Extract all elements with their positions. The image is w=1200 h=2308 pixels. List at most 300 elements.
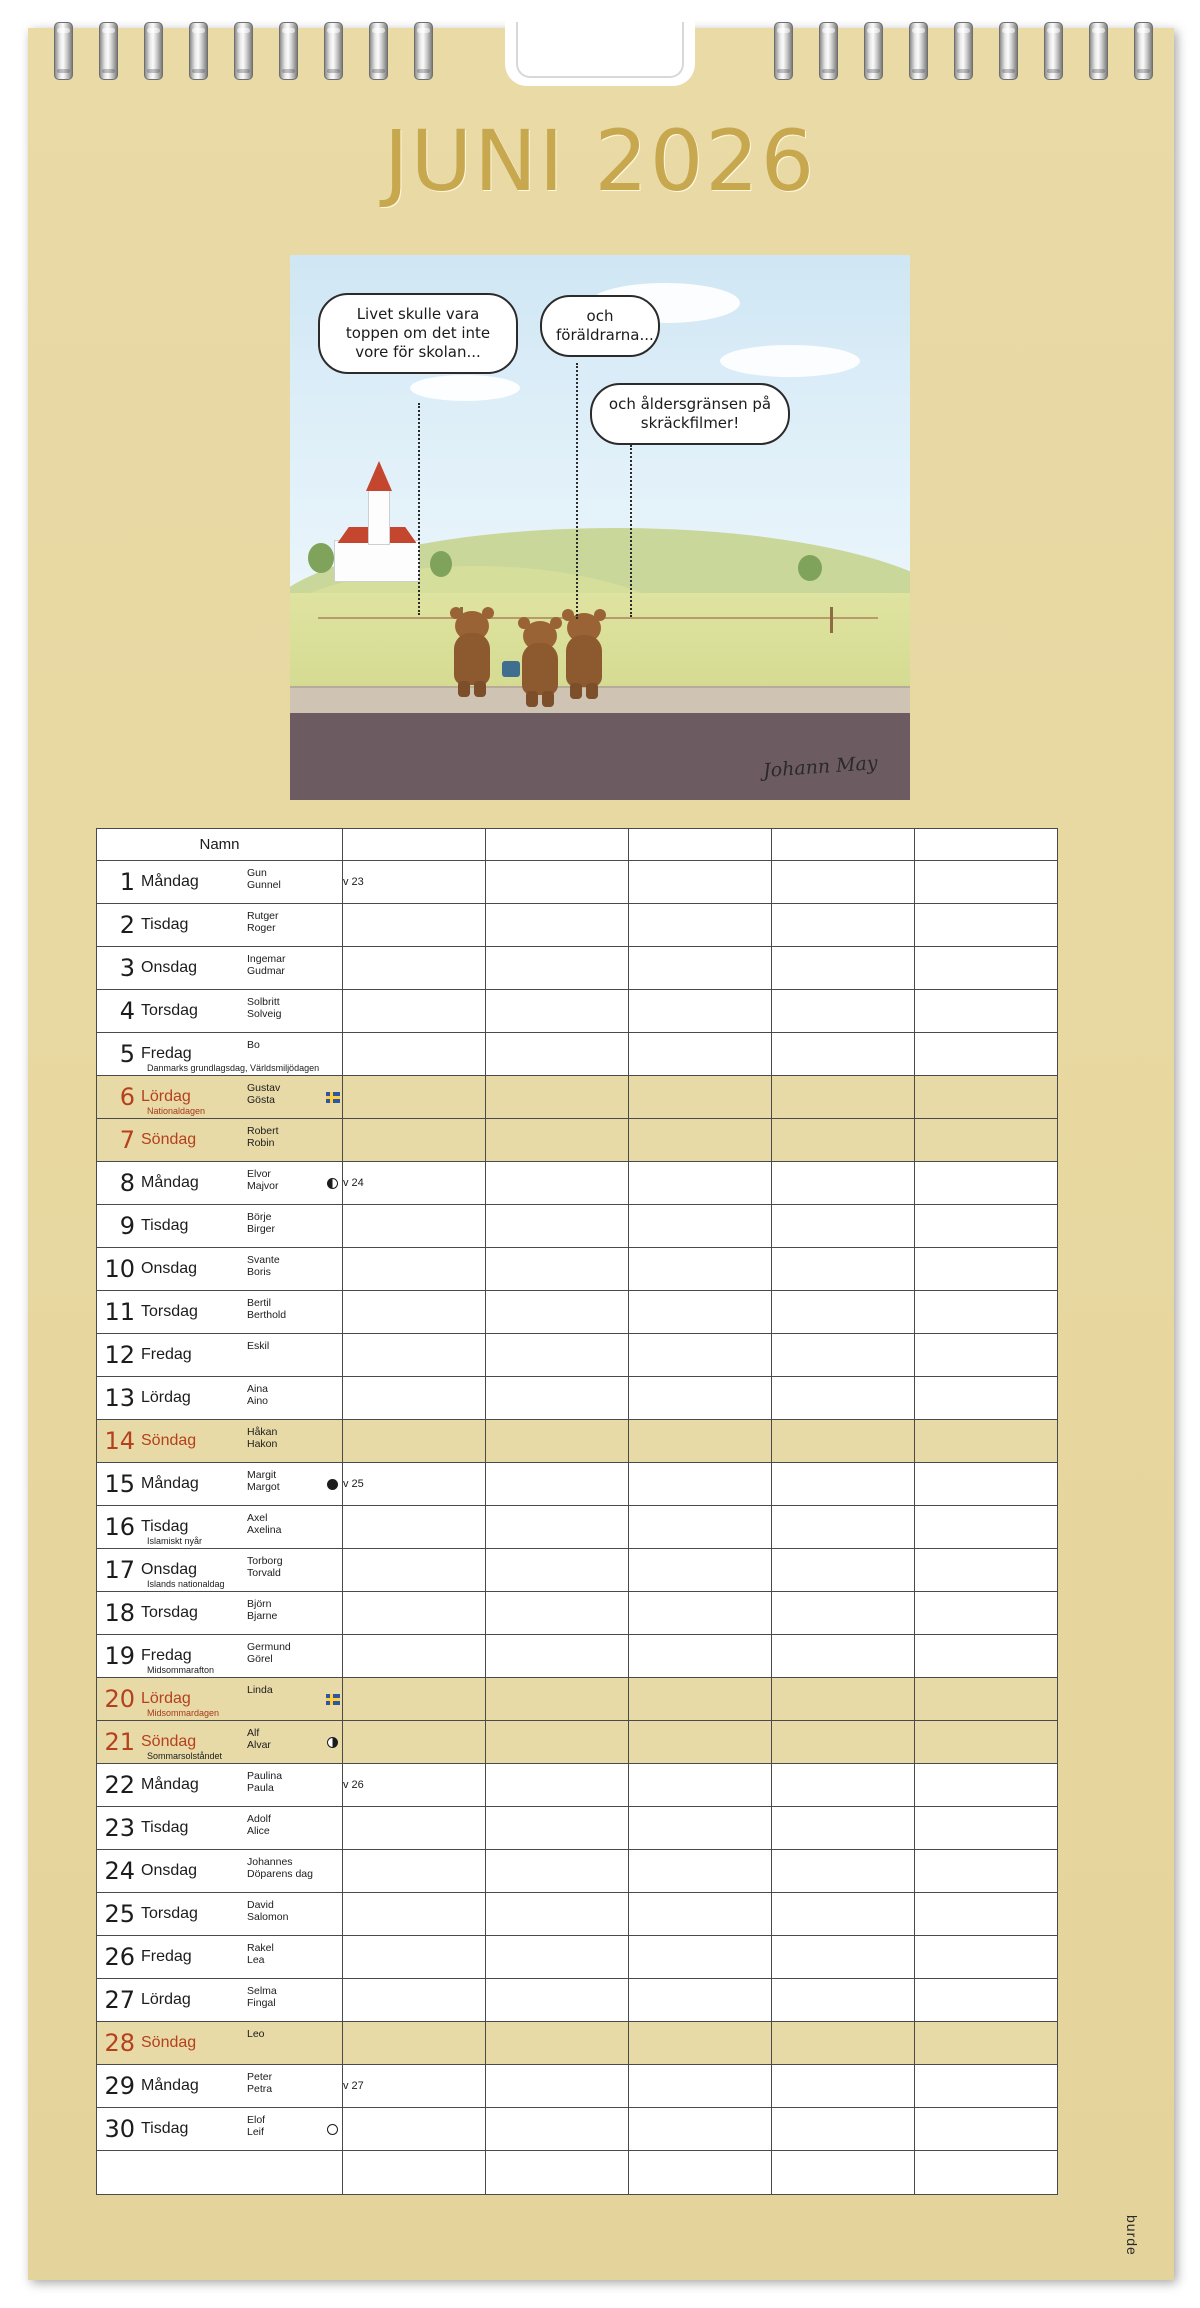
weekday-label: Torsdag [141,1905,198,1922]
name-day-names: Linda [247,1684,273,1696]
name-day-names: Rakel Lea [247,1942,274,1966]
day-cell [97,1850,343,1893]
weekday-label: Söndag [141,1733,197,1750]
note-cell[interactable] [915,1119,1058,1162]
week-number-cell[interactable] [343,1506,486,1549]
week-number-cell[interactable] [343,1119,486,1162]
day-number: 6 [119,1083,135,1111]
note-cell[interactable] [486,1076,629,1119]
note-cell[interactable] [629,1850,772,1893]
day-number: 27 [104,1986,135,2014]
header-note-column[interactable] [772,829,915,861]
note-cell[interactable] [486,904,629,947]
header-note-column[interactable] [915,829,1058,861]
moon-phase-icon [327,1479,338,1490]
note-cell[interactable] [915,1334,1058,1377]
note-cell[interactable] [915,947,1058,990]
note-cell[interactable] [915,1592,1058,1635]
note-cell[interactable] [915,1463,1058,1506]
day-number: 30 [104,2115,135,2143]
week-number-cell[interactable] [343,1248,486,1291]
spiral-coil [234,22,253,80]
table-row [97,990,1058,1033]
note-cell[interactable] [486,2065,629,2108]
day-cell [97,1334,343,1377]
table-row [97,1463,1058,1506]
name-day-names: Margit Margot [247,1469,280,1493]
moon-phase-icon [327,2124,338,2135]
note-cell[interactable] [915,1205,1058,1248]
week-number: v 24 [343,1177,364,1189]
week-number-cell[interactable] [343,1377,486,1420]
tree-icon [798,555,822,581]
note-cell[interactable] [629,1592,772,1635]
note-cell[interactable] [772,1463,915,1506]
name-day-names: Elof Leif [247,2114,266,2138]
note-cell[interactable] [772,1291,915,1334]
note-cell[interactable] [629,1291,772,1334]
moon-phase-icon [327,1178,338,1189]
week-number-cell[interactable] [343,990,486,1033]
holiday-label: Islamiskt nyår [147,1536,203,1546]
note-cell[interactable] [486,2108,629,2151]
week-number-cell[interactable] [343,2108,486,2151]
week-number-cell[interactable] [343,1592,486,1635]
weekday-label: Lördag [141,1991,191,2008]
note-cell[interactable] [772,1979,915,2022]
note-cell[interactable] [486,1678,629,1721]
week-number: v 27 [343,2080,364,2092]
bubble-tail [418,403,420,615]
page-title: JUNI 2026 [383,112,817,210]
speech-bubble-2: och föräldrarna... [540,295,660,357]
note-cell[interactable] [772,1850,915,1893]
holiday-label: Midsommarafton [147,1665,215,1675]
note-cell[interactable] [629,1678,772,1721]
day-cell [97,1807,343,1850]
day-number: 14 [104,1427,135,1455]
week-number-cell[interactable] [343,1764,486,1807]
note-cell[interactable] [629,1764,772,1807]
note-cell[interactable] [486,1549,629,1592]
note-cell[interactable] [915,1893,1058,1936]
day-number: 11 [104,1298,135,1326]
name-day-names: Peter Petra [247,2071,273,2095]
note-cell[interactable] [486,1033,629,1076]
name-day-names: Johannes Döparens dag [247,1856,313,1880]
name-day-names: Bo [247,1039,260,1051]
day-number: 20 [104,1685,135,1713]
header-namn: Namn [97,829,343,861]
note-cell[interactable] [915,861,1058,904]
header-note-column[interactable] [486,829,629,861]
footer-cell[interactable] [343,2151,486,2195]
note-cell[interactable] [486,1721,629,1764]
note-cell[interactable] [915,1979,1058,2022]
note-cell[interactable] [915,1291,1058,1334]
note-cell[interactable] [629,1979,772,2022]
weekday-label: Fredag [141,1045,192,1062]
table-row [97,1936,1058,1979]
week-number-cell[interactable] [343,1807,486,1850]
table-row [97,1850,1058,1893]
note-cell[interactable] [486,1162,629,1205]
note-cell[interactable] [629,1807,772,1850]
note-cell[interactable] [629,1334,772,1377]
note-cell[interactable] [629,1893,772,1936]
week-number-cell[interactable] [343,1635,486,1678]
week-number-cell[interactable] [343,861,486,904]
week-number-cell[interactable] [343,1033,486,1076]
bear-character [446,611,498,697]
weekday-label: Lördag [141,1389,191,1406]
note-cell[interactable] [486,947,629,990]
holiday-label: Sommarsolståndet [147,1751,223,1761]
note-cell[interactable] [772,1678,915,1721]
day-cell [97,904,343,947]
table-row [97,1205,1058,1248]
week-number-cell[interactable] [343,1291,486,1334]
note-cell[interactable] [629,2065,772,2108]
table-row [97,2022,1058,2065]
note-cell[interactable] [772,990,915,1033]
week-number-cell[interactable] [343,1979,486,2022]
note-cell[interactable] [486,861,629,904]
note-cell[interactable] [486,990,629,1033]
week-number-cell[interactable] [343,1893,486,1936]
note-cell[interactable] [772,1162,915,1205]
week-number-cell[interactable] [343,1678,486,1721]
week-number-cell[interactable] [343,2065,486,2108]
day-cell [97,1291,343,1334]
weekday-label: Lördag [141,1690,191,1707]
note-cell[interactable] [772,1635,915,1678]
week-number-cell[interactable] [343,1936,486,1979]
day-number: 12 [104,1341,135,1369]
note-cell[interactable] [486,1592,629,1635]
note-cell[interactable] [772,1592,915,1635]
day-cell [97,1119,343,1162]
note-cell[interactable] [629,861,772,904]
week-number-cell[interactable] [343,1334,486,1377]
day-number: 24 [104,1857,135,1885]
day-cell [97,1463,343,1506]
flag-day-icon [326,1694,340,1705]
weekday-label: Onsdag [141,1260,198,1277]
note-cell[interactable] [486,1764,629,1807]
note-cell[interactable] [772,1807,915,1850]
note-cell[interactable] [486,1807,629,1850]
spiral-coil [279,22,298,80]
note-cell[interactable] [486,1635,629,1678]
note-cell[interactable] [629,1721,772,1764]
table-row [97,1979,1058,2022]
note-cell[interactable] [486,1248,629,1291]
weekday-label: Torsdag [141,1303,198,1320]
spiral-coil [864,22,883,80]
note-cell[interactable] [915,904,1058,947]
note-cell[interactable] [629,1635,772,1678]
note-cell[interactable] [629,1119,772,1162]
note-cell[interactable] [629,1420,772,1463]
day-cell [97,2065,343,2108]
note-cell[interactable] [772,1764,915,1807]
name-day-names: Håkan Hakon [247,1426,278,1450]
weekday-label: Måndag [141,1475,199,1492]
name-day-names: Torborg Torvald [247,1555,283,1579]
note-cell[interactable] [486,1205,629,1248]
note-cell[interactable] [915,1721,1058,1764]
footer-cell[interactable] [486,2151,629,2195]
note-cell[interactable] [629,2108,772,2151]
day-number: 28 [104,2029,135,2057]
note-cell[interactable] [772,2022,915,2065]
weekday-label: Söndag [141,1432,197,1449]
name-day-names: Rutger Roger [247,910,279,934]
day-cell [97,861,343,904]
note-cell[interactable] [486,1119,629,1162]
day-cell [97,1162,343,1205]
name-day-names: Björn Bjarne [247,1598,278,1622]
spiral-coil [414,22,433,80]
name-day-names: Adolf Alice [247,1813,271,1837]
note-cell[interactable] [629,2022,772,2065]
day-cell [97,1764,343,1807]
day-cell [97,1893,343,1936]
week-number: v 23 [343,876,364,888]
name-day-names: Germund Görel [247,1641,291,1665]
note-cell[interactable] [629,1549,772,1592]
note-cell[interactable] [486,2022,629,2065]
note-cell[interactable] [915,1678,1058,1721]
day-number: 9 [119,1212,135,1240]
note-cell[interactable] [629,1506,772,1549]
table-row [97,1506,1058,1549]
note-cell[interactable] [629,990,772,1033]
spiral-coil [1134,22,1153,80]
note-cell[interactable] [772,1377,915,1420]
note-cell[interactable] [772,904,915,947]
header-note-column[interactable] [343,829,486,861]
day-number: 15 [104,1470,135,1498]
day-cell [97,1506,343,1549]
table-row [97,2065,1058,2108]
holiday-label: Islands nationaldag [147,1579,225,1589]
weekday-label: Lördag [141,1088,191,1105]
note-cell[interactable] [486,1506,629,1549]
day-cell [97,2022,343,2065]
day-cell [97,1979,343,2022]
note-cell[interactable] [629,1205,772,1248]
note-cell[interactable] [772,2108,915,2151]
note-cell[interactable] [915,1850,1058,1893]
note-cell[interactable] [772,1119,915,1162]
holiday-label: Midsommardagen [147,1708,220,1718]
name-day-names: Leo [247,2028,265,2040]
header-note-column[interactable] [629,829,772,861]
note-cell[interactable] [486,1291,629,1334]
note-cell[interactable] [772,1033,915,1076]
name-day-names: Axel Axelina [247,1512,282,1536]
table-row [97,947,1058,990]
note-cell[interactable] [629,1162,772,1205]
day-cell [97,1549,343,1592]
weekday-label: Söndag [141,2034,197,2051]
week-number-cell[interactable] [343,947,486,990]
church-body [334,540,420,582]
day-cell [97,1420,343,1463]
note-cell[interactable] [915,1764,1058,1807]
week-number-cell[interactable] [343,1162,486,1205]
day-number: 19 [104,1642,135,1670]
illustration [290,255,910,800]
note-cell[interactable] [915,1162,1058,1205]
week-number-cell[interactable] [343,2022,486,2065]
day-number: 26 [104,1943,135,1971]
day-cell [97,1377,343,1420]
note-cell[interactable] [915,2108,1058,2151]
note-cell[interactable] [915,1033,1058,1076]
weekday-label: Onsdag [141,959,198,976]
spiral-coil [819,22,838,80]
note-cell[interactable] [915,1549,1058,1592]
footer-cell[interactable] [97,2151,343,2195]
hanger-notch [516,22,684,78]
note-cell[interactable] [772,1420,915,1463]
note-cell[interactable] [486,1936,629,1979]
note-cell[interactable] [915,1807,1058,1850]
day-number: 4 [119,997,135,1025]
school-bag-icon [502,661,520,677]
day-cell [97,1592,343,1635]
note-cell[interactable] [915,1377,1058,1420]
bubble-tail [630,445,632,617]
table-row [97,1033,1058,1076]
day-cell [97,1721,343,1764]
note-cell[interactable] [772,2065,915,2108]
note-cell[interactable] [629,947,772,990]
note-cell[interactable] [772,1936,915,1979]
note-cell[interactable] [772,1248,915,1291]
note-cell[interactable] [772,1721,915,1764]
spiral-coil [369,22,388,80]
week-number-cell[interactable] [343,1420,486,1463]
name-day-names: David Salomon [247,1899,289,1923]
note-cell[interactable] [915,1635,1058,1678]
speech-bubble-1: Livet skulle vara toppen om det inte vore för skolan... [318,293,518,374]
note-cell[interactable] [486,1463,629,1506]
note-cell[interactable] [629,1248,772,1291]
weekday-label: Fredag [141,1346,192,1363]
note-cell[interactable] [772,1506,915,1549]
table-row [97,1549,1058,1592]
note-cell[interactable] [772,1076,915,1119]
table-row [97,1162,1058,1205]
day-cell [97,1635,343,1678]
moon-phase-icon [327,1737,338,1748]
note-cell[interactable] [915,1420,1058,1463]
day-number: 21 [104,1728,135,1756]
day-cell [97,1205,343,1248]
note-cell[interactable] [772,1893,915,1936]
week-number-cell[interactable] [343,1721,486,1764]
table-row [97,1334,1058,1377]
note-cell[interactable] [915,990,1058,1033]
spiral-coil [324,22,343,80]
note-cell[interactable] [915,1076,1058,1119]
week-number-cell[interactable] [343,1463,486,1506]
week-number-cell[interactable] [343,1549,486,1592]
holiday-label: Danmarks grundlagsdag, Världsmiljödagen [147,1063,320,1073]
note-cell[interactable] [915,1936,1058,1979]
note-cell[interactable] [772,1334,915,1377]
note-cell[interactable] [486,1893,629,1936]
note-cell[interactable] [486,1420,629,1463]
note-cell[interactable] [629,1076,772,1119]
name-day-names: Solbritt Solveig [247,996,282,1020]
note-cell[interactable] [629,1377,772,1420]
cloud-icon [410,375,520,401]
note-cell[interactable] [629,1936,772,1979]
table-row [97,1119,1058,1162]
note-cell[interactable] [629,1033,772,1076]
note-cell[interactable] [772,1549,915,1592]
table-row [97,1291,1058,1334]
day-cell [97,990,343,1033]
week-number-cell[interactable] [343,1205,486,1248]
note-cell[interactable] [629,1463,772,1506]
note-cell[interactable] [915,1506,1058,1549]
fence-post [830,607,833,633]
day-cell [97,1076,343,1119]
note-cell[interactable] [915,2065,1058,2108]
week-number-cell[interactable] [343,1850,486,1893]
note-cell[interactable] [486,1334,629,1377]
weekday-label: Tisdag [141,2120,189,2137]
weekday-label: Fredag [141,1948,192,1965]
note-cell[interactable] [915,1248,1058,1291]
note-cell[interactable] [915,2022,1058,2065]
note-cell[interactable] [486,1979,629,2022]
spiral-coil [1089,22,1108,80]
day-number: 18 [104,1599,135,1627]
name-day-names: Eskil [247,1340,270,1352]
weekday-label: Torsdag [141,1604,198,1621]
month-grid [96,828,1058,2195]
day-number: 7 [119,1126,135,1154]
note-cell[interactable] [772,947,915,990]
note-cell[interactable] [772,861,915,904]
weekday-label: Tisdag [141,1518,189,1535]
table-row [97,1721,1058,1764]
footer-cell[interactable] [629,2151,772,2195]
note-cell[interactable] [486,1377,629,1420]
note-cell[interactable] [629,904,772,947]
footer-cell[interactable] [915,2151,1058,2195]
weekday-label: Måndag [141,1776,199,1793]
note-cell[interactable] [486,1850,629,1893]
week-number-cell[interactable] [343,904,486,947]
weekday-label: Måndag [141,2077,199,2094]
note-cell[interactable] [772,1205,915,1248]
name-day-names: Ingemar Gudmar [247,953,286,977]
church-tower [368,487,390,545]
week-number-cell[interactable] [343,1076,486,1119]
name-day-names: Elvor Majvor [247,1168,279,1192]
weekday-label: Fredag [141,1647,192,1664]
footer-cell[interactable] [772,2151,915,2195]
name-day-names: Svante Boris [247,1254,280,1278]
